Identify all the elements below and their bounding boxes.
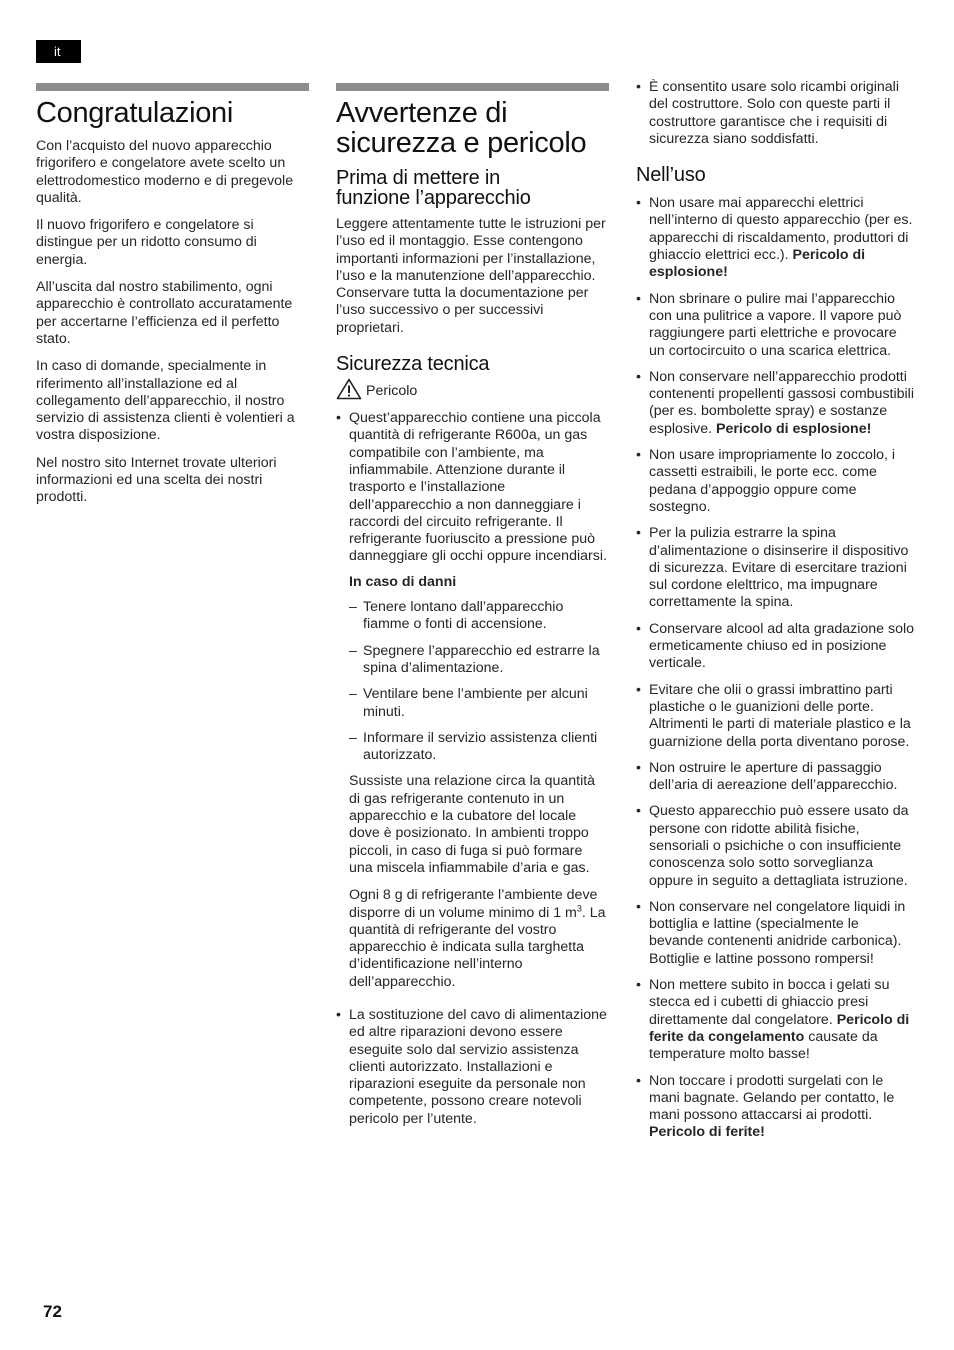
damage-steps <box>349 599 609 764</box>
list-item <box>636 369 916 438</box>
section-rule <box>336 83 609 91</box>
bullet-glyph: • <box>636 977 641 994</box>
bullet-glyph: • <box>636 803 641 820</box>
spare-parts-list <box>636 79 916 148</box>
list-item-text: Non conservare nel congelatore liquidi in bottiglia e lattine (specialmente le bevande contenenti anidride carbonica). Bottiglie e lattine possono rompersi! <box>649 898 906 967</box>
section-rule <box>36 83 309 91</box>
dash-item <box>349 599 609 634</box>
bullet-glyph: • <box>636 368 641 385</box>
warning-triangle-icon <box>336 378 362 400</box>
dash-item-text: Informare il servizio assistenza clienti autorizzato. <box>363 729 598 764</box>
column-congratulations <box>36 83 309 517</box>
list-item <box>636 291 916 360</box>
bullet-glyph: • <box>636 759 641 776</box>
dash-glyph: – <box>349 686 357 703</box>
subheading-nelluso: Nell’uso <box>636 164 706 187</box>
bullet-glyph: • <box>636 1072 641 1089</box>
danger-notice <box>336 378 609 400</box>
list-item <box>636 977 916 1063</box>
list-item-text: Non conservare nell’apparecchio prodotti contenenti propellenti gassosi combustibili (per es. bombolette spray) e sostanze esplosive. <box>649 368 914 437</box>
text-fragment: Ogni 8 g di refrigerante l’ambiente deve disporre di un volume minimo di 1 m <box>349 887 598 921</box>
warning-text: Pericolo di ferite da congelamento <box>649 1011 910 1045</box>
list-item <box>636 760 916 795</box>
page-number: 72 <box>43 1302 62 1321</box>
heading-line: Avvertenze di <box>336 97 508 129</box>
bullet-glyph: • <box>636 447 641 464</box>
bullet-glyph: • <box>636 898 641 915</box>
list-item-text: Non toccare i prodotti surgelati con le mani bagnate. Gelando per contatto, le mani possono attaccarsi ai prodotti. <box>649 1072 895 1124</box>
warning-text: Pericolo di esplosione! <box>716 420 872 437</box>
list-item <box>636 447 916 516</box>
list-item-text: Non usare mai apparecchi elettrici nell’interno di questo apparecchio (per es. apparecchi di riscaldamento, produttori di ghiaccio elettrici ecc.). <box>649 195 913 264</box>
dash-item-text: Tenere lontano dall’apparecchio fiamme o fonti di accensione. <box>363 599 564 633</box>
list-item-text: Evitare che olii o grassi imbrattino parti plastiche o le guanizioni delle porte. Altrimenti le parti di materiale plastico e la guarnizione della porta diventano porose. <box>649 681 911 750</box>
bullet-glyph: • <box>636 79 641 95</box>
list-item <box>636 195 916 281</box>
list-item <box>636 899 916 968</box>
paragraph: Con l’acquisto del nuovo apparecchio frigorifero e congelatore avete scelto un elettrodomestico moderno e di pregevole qualità. <box>36 138 294 206</box>
list-item <box>336 1007 609 1128</box>
warning-text: Pericolo di ferite! <box>649 1124 765 1141</box>
heading-line: sicurezza e pericolo <box>336 127 587 159</box>
list-item-text: Non sbrinare o pulire mai l’apparecchio con una pulitrice a vapore. Il vapore può raggiungere parti elettriche e provocare un cortocircuito o una scarica elettrica. <box>649 290 902 359</box>
bullet-glyph: • <box>636 620 641 637</box>
text-fragment: . La quantità di refrigerante del vostro apparecchio è indicata sulla targhetta d’identificazione nell’interno dell’apparecchio. <box>349 904 606 990</box>
bullet-glyph: • <box>636 525 641 542</box>
technical-safety-list <box>336 410 609 1128</box>
dash-item <box>349 643 609 678</box>
paragraph: In caso di domande, specialmente in riferimento all’installazione ed al collegamento dell’apparecchio, il nostro servizio di assistenza clienti è volentieri a vostra disposizione. <box>36 358 295 444</box>
heading-congratulazioni: Congratulazioni <box>36 97 234 129</box>
paragraph-gas-relation: Sussiste una relazione circa la quantità di gas refrigerante contenuto in un apparecchio e la cubatore del locale dove è posizionato. In ambienti troppo piccoli, in caso di fuga si può formare una miscela infiammabile d’aria e gas. <box>349 773 596 876</box>
list-item-text: Questo apparecchio può essere usato da persone con ridotte abilità fisiche, sensoriali o psichiche o con insufficiente conoscenza solo sotto sorveglianza oppure in seguito a dettagliata istruzione. <box>649 803 909 889</box>
dash-item <box>349 730 609 765</box>
paragraph: Il nuovo frigorifero e congelatore si distingue per un ridotto consumo di energia. <box>36 217 257 268</box>
list-item <box>636 621 916 673</box>
subheading-line: Prima di mettere in <box>336 167 501 189</box>
list-item <box>336 410 609 991</box>
bullet-glyph: • <box>636 681 641 698</box>
bullet-glyph: • <box>636 195 641 212</box>
bullet-glyph: • <box>336 1006 341 1023</box>
subheading-line: funzione l’apparecchio <box>336 187 531 209</box>
list-item-text: La sostituzione del cavo di alimentazione ed altre riparazioni devono essere eseguite solo dal servizio assistenza clienti autorizzato. Installazioni e riparazioni eseguite da personale non competente, possono creare notevoli pericolo per l’utente. <box>349 1006 607 1127</box>
list-item <box>636 1073 916 1142</box>
column-in-use <box>636 79 916 1151</box>
paragraph-read-instructions: Leggere attentamente tutte le istruzioni per l’uso ed il montaggio. Esse contengono importanti informazioni per l’installazione, l’uso e la manutenzione dell’apparecchio. Conservare tutta la documentazione per l’uso successivo o per successivi proprietari. <box>336 216 606 336</box>
dash-glyph: – <box>349 642 357 659</box>
paragraph-min-volume <box>349 887 609 991</box>
column-safety <box>336 83 609 1137</box>
dash-item <box>349 686 609 721</box>
list-item-text: Conservare alcool ad alta gradazione solo ermeticamente chiuso ed in posizione verticale. <box>649 620 914 672</box>
paragraph: All’uscita dal nostro stabilimento, ogni apparecchio è controllato accuratamente per accertarne l’efficienza ed il perfetto stato. <box>36 279 293 347</box>
superscript: 3 <box>576 902 582 913</box>
subheading-before-use <box>336 168 609 208</box>
list-item-text: Quest’apparecchio contiene una piccola quantità di refrigerante R600a, un gas compatibile con l’ambiente, ma infiammabile. Attenzione durante il trasporto e l’installazione dell’apparecchio a non danneggiare i raccordi del circuito refrigerante. Il refrigerante fuoriuscito a pressione può danneggiare gli occhi oppure incendiarsi. <box>349 410 607 565</box>
dash-item-text: Spegnere l’apparecchio ed estrarre la spina d’alimentazione. <box>363 642 600 676</box>
list-item-text: Per la pulizia estrarre la spina d’alimentazione o disinserire il dispositivo di sicurezza. Evitare di esercitare trazioni sul cordone elelttrico, ma impugnare correttamente la spina. <box>649 525 909 611</box>
warning-text: Pericolo di esplosione! <box>649 247 866 281</box>
list-item-text: Non mettere subito in bocca i gelati su stecca ed i cubetti di ghiaccio presi direttamente dal congelatore. <box>649 977 890 1028</box>
list-item-text: È consentito usare solo ricambi originali del costruttore. Solo con queste parti il costruttore garantisce che i requisiti di sicurezza siano soddisfatti. <box>649 79 899 147</box>
list-item <box>636 803 916 889</box>
list-item-text: Non ostruire le aperture di passaggio dell’aria di aereazione dell’apparecchio. <box>649 759 898 794</box>
list-item-text: causate da temperature molto basse! <box>649 1028 878 1063</box>
dash-glyph: – <box>349 729 357 746</box>
dash-item-text: Ventilare bene l’ambiente per alcuni minuti. <box>363 686 588 720</box>
danger-label: Pericolo <box>366 383 418 400</box>
language-tab: it <box>36 40 81 63</box>
bullet-glyph: • <box>336 410 341 427</box>
heading-safety <box>336 98 609 158</box>
list-item <box>636 682 916 751</box>
subheading-technical-safety: Sicurezza tecnica <box>336 353 490 376</box>
bullet-glyph: • <box>636 290 641 307</box>
in-use-list <box>636 195 916 1142</box>
paragraph: Nel nostro sito Internet trovate ulteriori informazioni ed una scelta dei nostri prodotti. <box>36 454 277 506</box>
list-item <box>636 525 916 611</box>
list-item-text: Non usare impropriamente lo zoccolo, i cassetti estraibili, le porte ecc. come pedana d’appoggio oppure come sostegno. <box>649 447 896 515</box>
damage-title: In caso di danni <box>349 573 457 590</box>
list-item <box>636 79 916 148</box>
dash-glyph: – <box>349 599 357 616</box>
